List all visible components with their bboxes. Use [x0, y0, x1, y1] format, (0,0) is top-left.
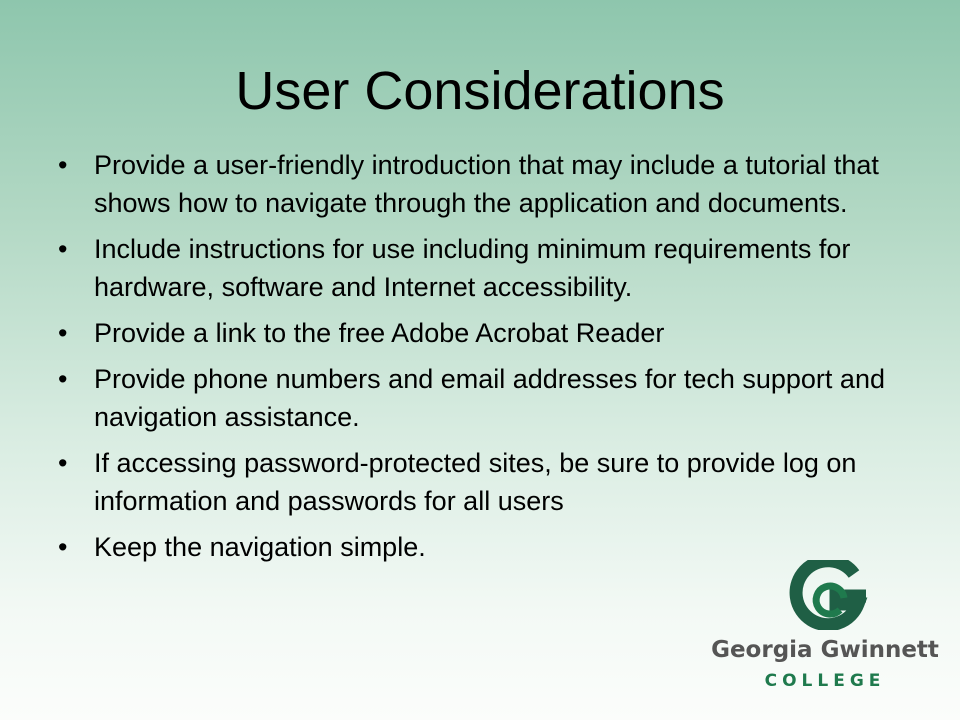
bullet-icon: •	[58, 448, 68, 478]
college-logo	[700, 560, 950, 700]
bullet-item	[58, 314, 918, 352]
bullet-list	[58, 146, 918, 574]
bullet-item	[58, 360, 918, 436]
bullet-text: Include instructions for use including minimum requirements for hardware, software and Internet accessibility.	[94, 234, 851, 302]
logo-subtitle: COLLEGE	[764, 671, 886, 691]
bullet-icon: •	[58, 364, 68, 394]
bullet-icon: •	[58, 532, 68, 562]
bullet-icon: •	[58, 150, 68, 180]
bullet-item	[58, 444, 918, 520]
bullet-text: Provide a user-friendly introduction that may include a tutorial that shows how to navigate through the application and documents.	[94, 150, 879, 218]
gg-logo-icon	[782, 560, 870, 630]
bullet-icon: •	[58, 234, 68, 264]
bullet-item	[58, 146, 918, 222]
bullet-icon: •	[58, 318, 68, 348]
bullet-text: Provide phone numbers and email addresses for tech support and navigation assistance.	[94, 364, 885, 432]
bullet-text: Keep the navigation simple.	[94, 532, 426, 562]
bullet-text: Provide a link to the free Adobe Acrobat Reader	[94, 318, 665, 348]
bullet-text: If accessing password-protected sites, be sure to provide log on information and passwords for all users	[94, 448, 857, 516]
slide-title: User Considerations	[235, 61, 725, 121]
bullet-item	[58, 230, 918, 306]
logo-name: Georgia Gwinnett	[711, 637, 939, 663]
